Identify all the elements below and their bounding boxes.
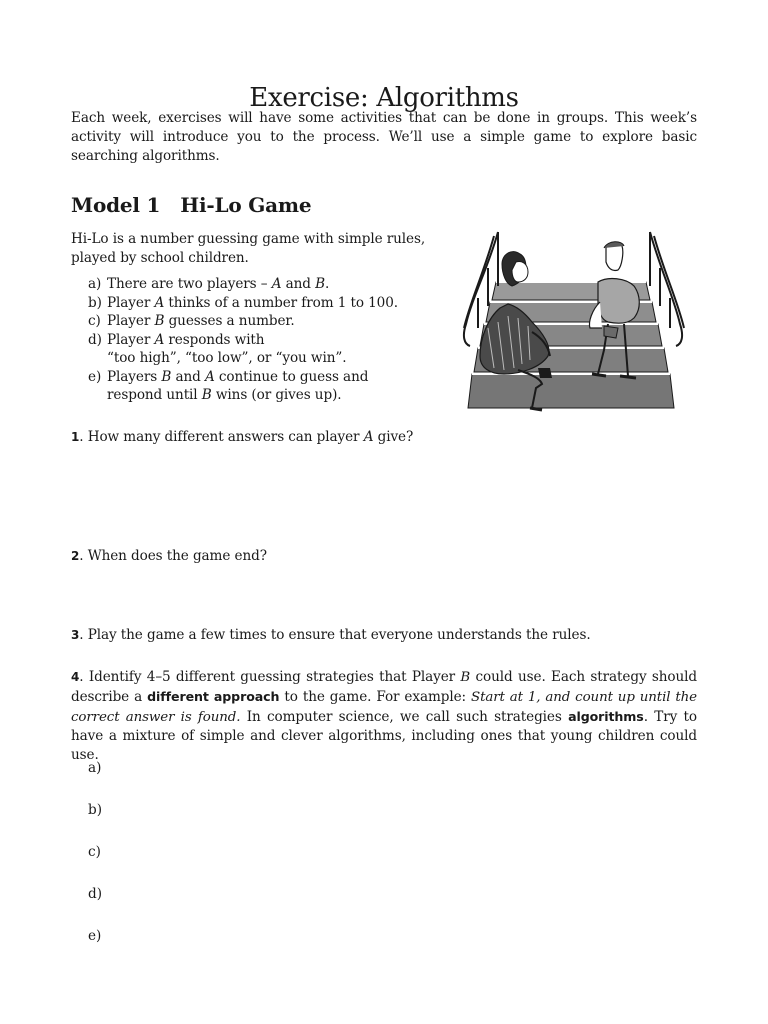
player-var: B	[460, 670, 471, 685]
question-text: . When does the game end?	[79, 548, 267, 564]
rule-text: responds with	[164, 331, 265, 348]
question-4	[71, 668, 697, 765]
children-on-stairs-illustration	[458, 228, 690, 416]
model-intro: Hi-Lo is a number guessing game with simple rules, played by school children.	[71, 231, 426, 266]
rule-text: .	[325, 276, 330, 292]
rule-text-continued	[107, 386, 433, 405]
model-number: Model 1	[71, 193, 161, 217]
answer-slot-d: d)	[88, 886, 103, 902]
rule-text: guesses a number.	[164, 313, 295, 329]
rule-text-continued: “too high”, “too low”, or “you win”.	[107, 350, 347, 366]
list-item	[88, 275, 433, 294]
list-marker: e)	[88, 368, 102, 385]
question-text: could use. Each strategy should describe a	[71, 669, 698, 705]
rule-text: continue to guess and	[214, 368, 369, 385]
question-number: 1	[71, 430, 80, 444]
emphasis-text: different approach	[147, 689, 280, 704]
player-var: B	[161, 368, 172, 385]
player-var: B	[201, 387, 212, 403]
question-text: . Try to have a mixture of simple and clever algorithms, including ones that young children could use.	[71, 709, 697, 763]
list-item	[88, 294, 433, 313]
list-marker: d)	[88, 331, 102, 348]
player-var: A	[271, 276, 282, 292]
answer-slot-a: a)	[88, 760, 102, 776]
question-3	[71, 626, 697, 645]
rule-text: There are two players –	[107, 276, 272, 292]
rule-text: Players	[107, 368, 162, 385]
player-var: A	[363, 429, 374, 445]
rule-text: and	[171, 368, 205, 385]
emphasis-text: algorithms	[568, 709, 644, 724]
intro-paragraph: Each week, exercises will have some activities that can be done in groups. This week’s activity will introduce you to the process. We’ll use a simple game to explore basic searching algorithms.	[71, 110, 697, 164]
list-marker: a)	[88, 276, 102, 292]
example-text: Start at 1, and count up until the correct answer is found.	[71, 690, 697, 725]
player-var: B	[154, 313, 165, 329]
list-item	[88, 331, 433, 368]
rule-text: Player	[107, 313, 155, 329]
player-var: A	[154, 294, 165, 311]
answer-slot-c: c)	[88, 844, 101, 860]
question-number: 2	[71, 549, 80, 563]
model-name: Hi-Lo Game	[180, 193, 312, 217]
model-heading	[71, 193, 311, 217]
rule-text: and	[281, 276, 316, 292]
rules-list	[88, 275, 433, 405]
question-number: 3	[71, 628, 80, 642]
player-var: A	[154, 331, 165, 348]
list-marker: c)	[88, 313, 101, 329]
rule-text: Player	[107, 294, 155, 311]
list-item	[88, 312, 433, 331]
question-text: give?	[373, 429, 414, 445]
question-number: 4	[71, 670, 80, 684]
page-title: Exercise: Algorithms	[249, 83, 519, 114]
answer-slot-b: b)	[88, 802, 103, 818]
rule-text: thinks of a number from 1 to 100.	[164, 294, 399, 311]
rule-text: wins (or gives up).	[211, 387, 342, 403]
question-1	[71, 428, 697, 447]
question-2	[71, 547, 697, 566]
player-var: A	[204, 368, 215, 385]
rule-text: respond until	[107, 387, 202, 403]
question-text: In computer science, we call such strategies	[240, 709, 569, 725]
answer-slot-e: e)	[88, 928, 102, 944]
question-text: to the game. For example:	[279, 689, 472, 705]
list-item	[88, 368, 433, 405]
list-marker: b)	[88, 294, 102, 311]
rule-text: Player	[107, 331, 155, 348]
question-text: . How many different answers can player	[79, 429, 364, 445]
player-var: B	[315, 276, 326, 292]
question-text: . Identify 4–5 different guessing strategies that Player	[79, 669, 461, 685]
question-text: . Play the game a few times to ensure that everyone understands the rules.	[79, 627, 591, 643]
